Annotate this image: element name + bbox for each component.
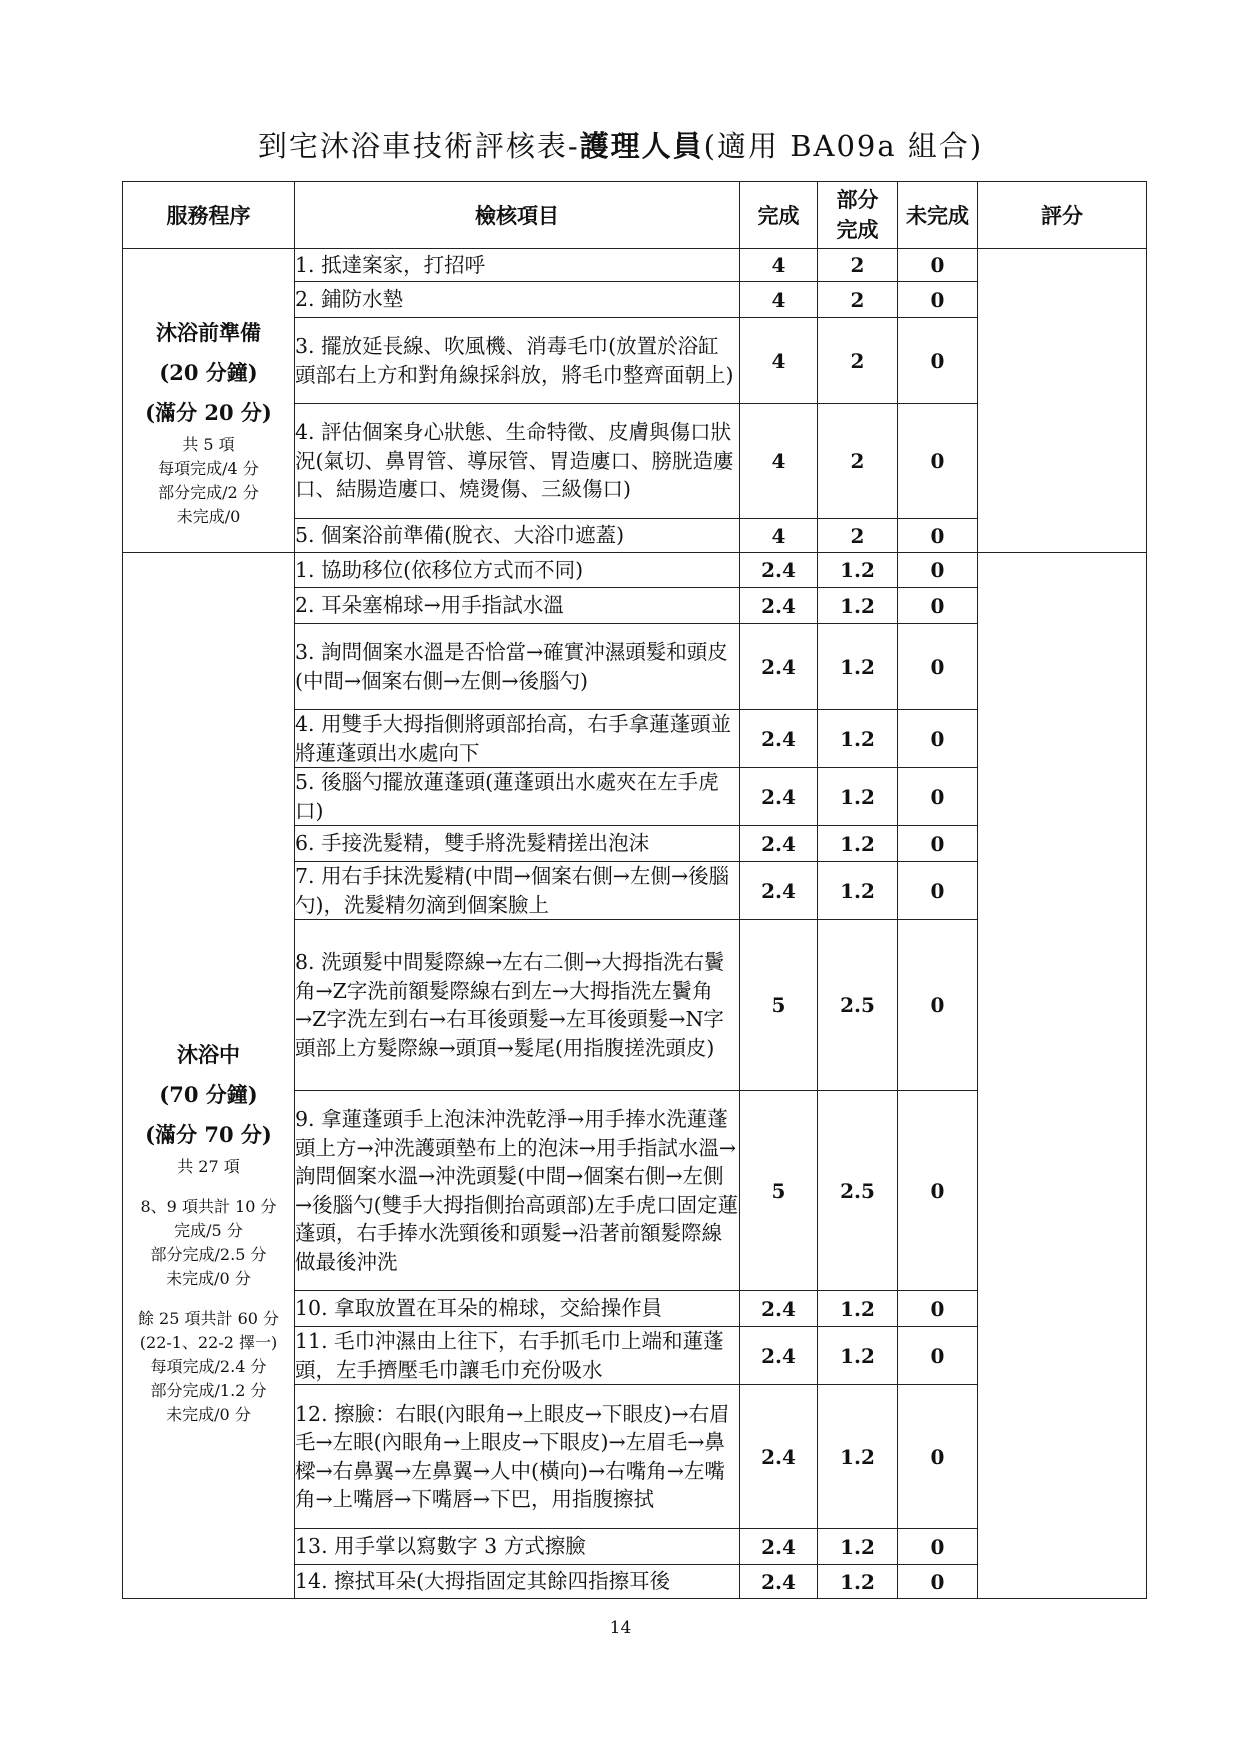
item-text: 1. 抵達案家，打招呼 bbox=[295, 249, 740, 282]
score-partial: 2 bbox=[818, 282, 898, 318]
item-text: 12. 擦臉：右眼(內眼角→上眼皮→下眼皮)→右眉毛→左眼(內眼角→上眼皮→下眼皮)→左眉毛→鼻樑→右鼻翼→左鼻翼→人中(橫向)→右嘴角→左嘴角→上嘴唇→下嘴唇→下巴，用指腹擦拭 bbox=[295, 1385, 740, 1529]
score-incomplete: 0 bbox=[898, 1529, 978, 1565]
score-incomplete: 0 bbox=[898, 624, 978, 710]
score-partial: 2 bbox=[818, 318, 898, 404]
score-incomplete: 0 bbox=[898, 768, 978, 826]
table-row bbox=[123, 249, 1147, 282]
score-complete: 2.4 bbox=[740, 768, 818, 826]
header-row bbox=[123, 182, 1147, 249]
score-complete: 2.4 bbox=[740, 862, 818, 920]
score-complete: 4 bbox=[740, 519, 818, 553]
score-incomplete: 0 bbox=[898, 282, 978, 318]
score-complete: 2.4 bbox=[740, 1385, 818, 1529]
header-procedure: 服務程序 bbox=[123, 182, 295, 249]
form-title: 到宅沐浴車技術評核表-護理人員(適用 BA09a 組合) bbox=[257, 129, 984, 163]
item-text: 14. 擦拭耳朵(大拇指固定其餘四指擦耳後 bbox=[295, 1565, 740, 1599]
score-complete: 2.4 bbox=[740, 1291, 818, 1327]
item-text: 8. 洗頭髮中間髮際線→左右二側→大拇指洗右鬢角→Z字洗前額髮際線右到左→大拇指洗左鬢角→Z字洗左到右→右耳後頭髮→左耳後頭髮→N字頭部上方髮際線→頭頂→髮尾(用指腹搓洗頭皮) bbox=[295, 920, 740, 1091]
score-partial: 1.2 bbox=[818, 553, 898, 588]
header-incomplete: 未完成 bbox=[898, 182, 978, 249]
score-partial: 1.2 bbox=[818, 1565, 898, 1599]
item-text: 6. 手接洗髮精，雙手將洗髮精搓出泡沫 bbox=[295, 826, 740, 862]
score-partial: 1.2 bbox=[818, 768, 898, 826]
header-item: 檢核項目 bbox=[295, 182, 740, 249]
score-complete: 2.4 bbox=[740, 588, 818, 624]
header-score: 評分 bbox=[978, 182, 1147, 249]
score-complete: 2.4 bbox=[740, 826, 818, 862]
item-text: 7. 用右手抹洗髮精(中間→個案右側→左側→後腦勺)，洗髮精勿滴到個案臉上 bbox=[295, 862, 740, 920]
item-text: 2. 鋪防水墊 bbox=[295, 282, 740, 318]
score-partial: 1.2 bbox=[818, 862, 898, 920]
score-incomplete: 0 bbox=[898, 404, 978, 519]
item-text: 4. 評估個案身心狀態、生命特徵、皮膚與傷口狀況(氣切、鼻胃管、導尿管、胃造廔口、膀胱造廔口、結腸造廔口、燒燙傷、三級傷口) bbox=[295, 404, 740, 519]
score-partial: 1.2 bbox=[818, 1291, 898, 1327]
item-text: 1. 協助移位(依移位方式而不同) bbox=[295, 553, 740, 588]
evaluation-table bbox=[122, 181, 1147, 1599]
item-text: 4. 用雙手大拇指側將頭部抬高，右手拿蓮蓬頭並將蓮蓬頭出水處向下 bbox=[295, 710, 740, 768]
score-partial: 1.2 bbox=[818, 826, 898, 862]
score-incomplete: 0 bbox=[898, 1091, 978, 1291]
score-incomplete: 0 bbox=[898, 519, 978, 553]
item-text: 5. 後腦勺擺放蓮蓬頭(蓮蓬頭出水處夾在左手虎口) bbox=[295, 768, 740, 826]
score-partial: 2 bbox=[818, 404, 898, 519]
item-text: 9. 拿蓮蓬頭手上泡沫沖洗乾淨→用手捧水洗蓮蓬頭上方→沖洗護頭墊布上的泡沫→用手指試水溫→詢問個案水溫→沖洗頭髮(中間→個案右側→左側→後腦勺(雙手大拇指側抬高頭部)左手虎口固定蓮蓬頭，右手捧水洗頸後和頭髮→沿著前額髮際線做最後沖洗 bbox=[295, 1091, 740, 1291]
score-partial: 1.2 bbox=[818, 1327, 898, 1385]
score-complete: 4 bbox=[740, 404, 818, 519]
score-complete: 2.4 bbox=[740, 553, 818, 588]
section-during-bath: 沐浴中 (70 分鐘) (滿分 70 分) 共 27 項 8、9 項共計 10 分 完成/5 分 部分完成/2.5 分 未完成/0 分 餘 25 項共計 60 分 (22-1、22-2 擇一) 每項完成/2.4 分 部分完成/1.2 分 未完成/0 分 bbox=[123, 553, 295, 1599]
score-incomplete: 0 bbox=[898, 920, 978, 1091]
score-incomplete: 0 bbox=[898, 318, 978, 404]
score-partial: 1.2 bbox=[818, 1385, 898, 1529]
item-text: 3. 擺放延長線、吹風機、消毒毛巾(放置於浴缸頭部右上方和對角線採斜放，將毛巾整齊面朝上) bbox=[295, 318, 740, 404]
score-complete: 2.4 bbox=[740, 1529, 818, 1565]
header-complete: 完成 bbox=[740, 182, 818, 249]
score-complete: 5 bbox=[740, 1091, 818, 1291]
score-partial: 2.5 bbox=[818, 920, 898, 1091]
table-row bbox=[123, 553, 1147, 588]
item-text: 5. 個案浴前準備(脫衣、大浴巾遮蓋) bbox=[295, 519, 740, 553]
score-cell-section1 bbox=[978, 249, 1147, 553]
item-text: 2. 耳朵塞棉球→用手指試水溫 bbox=[295, 588, 740, 624]
score-partial: 1.2 bbox=[818, 1529, 898, 1565]
score-incomplete: 0 bbox=[898, 588, 978, 624]
section-pre-bath: 沐浴前準備 (20 分鐘) (滿分 20 分) 共 5 項 每項完成/4 分 部分完成/2 分 未完成/0 bbox=[123, 249, 295, 553]
score-complete: 4 bbox=[740, 282, 818, 318]
score-complete: 2.4 bbox=[740, 1565, 818, 1599]
score-complete: 4 bbox=[740, 318, 818, 404]
score-complete: 2.4 bbox=[740, 624, 818, 710]
page-number: 14 bbox=[609, 1618, 632, 1638]
score-complete: 2.4 bbox=[740, 1327, 818, 1385]
score-partial: 2 bbox=[818, 249, 898, 282]
score-cell-section2 bbox=[978, 553, 1147, 1599]
item-text: 3. 詢問個案水溫是否恰當→確實沖濕頭髮和頭皮(中間→個案右側→左側→後腦勺) bbox=[295, 624, 740, 710]
score-incomplete: 0 bbox=[898, 249, 978, 282]
score-incomplete: 0 bbox=[898, 553, 978, 588]
header-partial: 部分 完成 bbox=[818, 182, 898, 249]
score-incomplete: 0 bbox=[898, 1291, 978, 1327]
score-partial: 1.2 bbox=[818, 588, 898, 624]
score-incomplete: 0 bbox=[898, 710, 978, 768]
item-text: 11. 毛巾沖濕由上往下，右手抓毛巾上端和蓮蓬頭，左手擠壓毛巾讓毛巾充份吸水 bbox=[295, 1327, 740, 1385]
score-complete: 4 bbox=[740, 249, 818, 282]
score-complete: 2.4 bbox=[740, 710, 818, 768]
score-incomplete: 0 bbox=[898, 862, 978, 920]
score-incomplete: 0 bbox=[898, 826, 978, 862]
score-partial: 1.2 bbox=[818, 624, 898, 710]
score-partial: 2 bbox=[818, 519, 898, 553]
item-text: 13. 用手掌以寫數字 3 方式擦臉 bbox=[295, 1529, 740, 1565]
score-partial: 1.2 bbox=[818, 710, 898, 768]
score-incomplete: 0 bbox=[898, 1565, 978, 1599]
score-incomplete: 0 bbox=[898, 1327, 978, 1385]
item-text: 10. 拿取放置在耳朵的棉球，交給操作員 bbox=[295, 1291, 740, 1327]
score-complete: 5 bbox=[740, 920, 818, 1091]
score-partial: 2.5 bbox=[818, 1091, 898, 1291]
score-incomplete: 0 bbox=[898, 1385, 978, 1529]
